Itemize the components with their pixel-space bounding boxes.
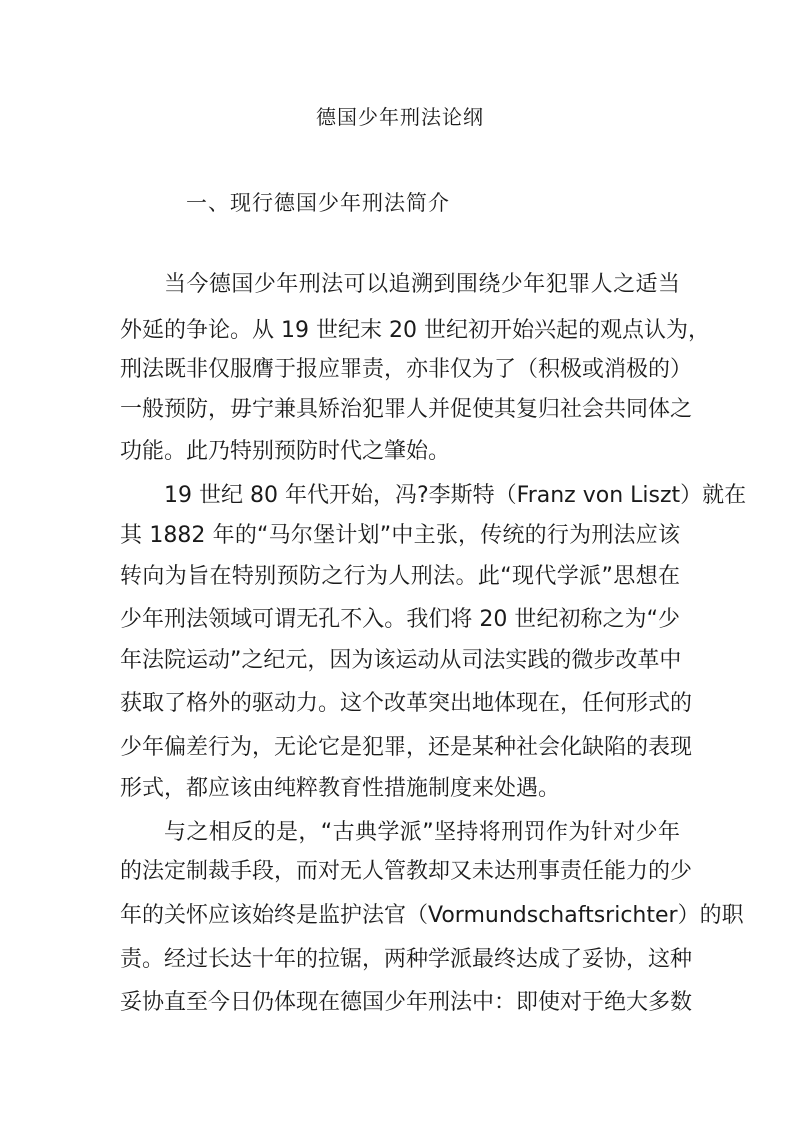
text-line: 外延的争论。从 19 世纪末 20 世纪初开始兴起的观点认为， <box>120 318 710 343</box>
text-line: 获取了格外的驱动力。这个改革突出地体现在，任何形式的 <box>120 691 693 716</box>
text-line: 19 世纪 80 年代开始，冯?李斯特（Franz von Liszt）就在 <box>164 483 747 508</box>
text-line: 其 1882 年的“马尔堡计划”中主张，传统的行为刑法应该 <box>120 523 680 548</box>
text-line: 少年刑法领域可谓无孔不入。我们将 20 世纪初称之为“少 <box>120 607 680 632</box>
text-line: 少年偏差行为，无论它是犯罪，还是某种社会化缺陷的表现 <box>120 735 693 760</box>
text-line: 当今德国少年刑法可以追溯到围绕少年犯罪人之适当 <box>164 272 680 297</box>
text-line: 功能。此乃特别预防时代之肇始。 <box>120 439 451 464</box>
text-line: 与之相反的是，“古典学派”坚持将刑罚作为针对少年 <box>164 820 680 845</box>
text-line: 责。经过长达十年的拉锯，两种学派最终达成了妥协，这种 <box>120 947 693 972</box>
document-title: 德国少年刑法论纲 <box>316 105 484 129</box>
text-line: 刑法既非仅服膺于报应罪责，亦非仅为了（积极或消极的） <box>120 357 693 382</box>
section-heading: 一、现行德国少年刑法简介 <box>186 191 450 215</box>
text-line: 妥协直至今日仍体现在德国少年刑法中：即使对于绝大多数 <box>120 990 693 1015</box>
text-line: 形式，都应该由纯粹教育性措施制度来处遇。 <box>120 776 561 801</box>
text-line: 转向为旨在特别预防之行为人刑法。此“现代学派”思想在 <box>120 564 680 589</box>
text-line: 一般预防，毋宁兼具矫治犯罪人并促使其复归社会共同体之 <box>120 397 693 422</box>
text-line: 的法定制裁手段，而对无人管教却又未达刑事责任能力的少 <box>120 859 693 884</box>
text-line: 年法院运动”之纪元，因为该运动从司法实践的微步改革中 <box>120 648 682 673</box>
text-line: 年的关怀应该始终是监护法官（Vormundschaftsrichter）的职 <box>120 903 744 928</box>
